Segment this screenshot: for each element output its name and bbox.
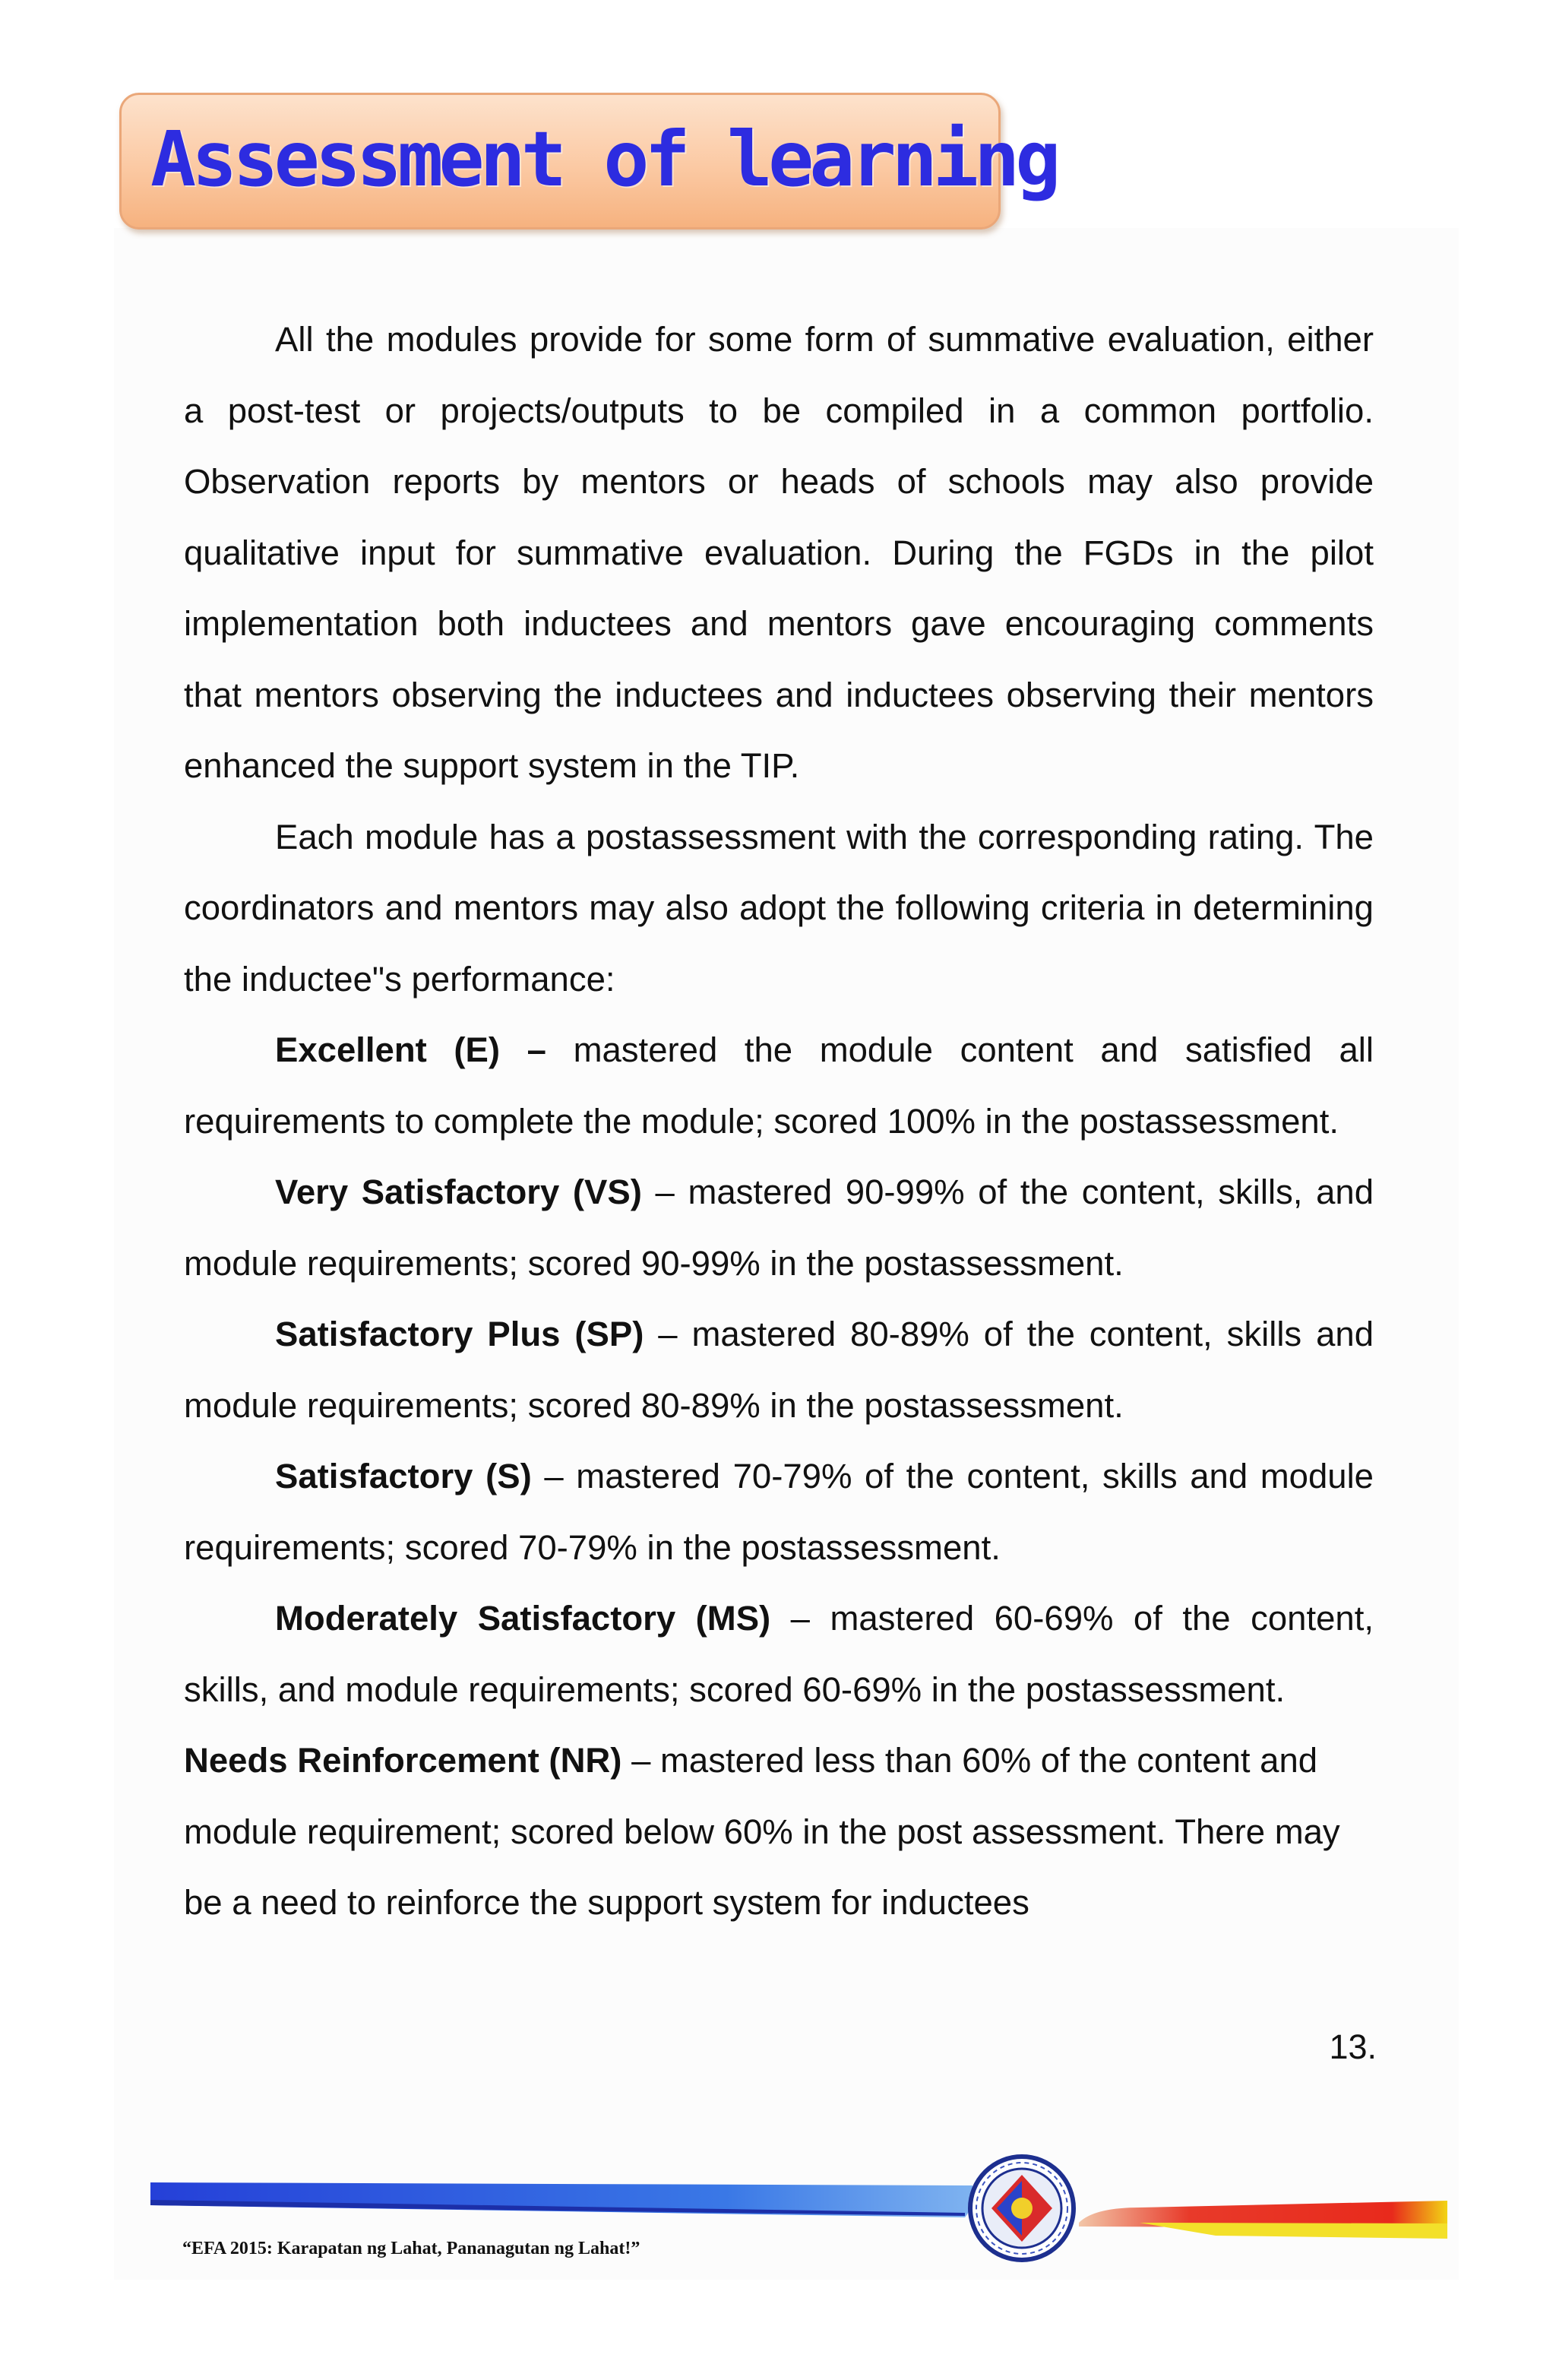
criterion-description: – mastered 90-99% of the content, skills, and module requirements; scored 90-99% in the postassessment. (184, 1173, 1374, 1283)
criterion-description: – mastered 70-79% of the content, skills and module requirements; scored 70-79% in the postassessment. (184, 1457, 1374, 1567)
paragraph-summative-evaluation: All the modules provide for some form of summative evaluation, either a post-test or projects/outputs to be compiled in a common portfolio. Observation reports by mentors or heads of schools may also provide qualitative input for summative evaluation. During the FGDs in the pilot implementation both inductees and mentors gave encouraging comments that mentors observing the inductees and inductees observing their mentors enhanced the support system in the TIP. (184, 320, 1374, 785)
criterion-term: Satisfactory (S) (275, 1457, 532, 1495)
blue-band (150, 2182, 972, 2217)
criterion-term: Moderately Satisfactory (MS) (275, 1599, 771, 1638)
criterion-term: Very Satisfactory (VS) (275, 1173, 642, 1211)
criterion-term: Excellent (E) – (275, 1030, 546, 1069)
criterion-term: Satisfactory Plus (SP) (275, 1315, 644, 1353)
paragraph-postassessment: Each module has a postassessment with the corresponding rating. The coordinators and mentors may also adopt the following criteria in determining the inductee"s performance: (184, 817, 1374, 999)
criterion-term: Needs Reinforcement (NR) (184, 1741, 622, 1780)
red-band (1079, 2201, 1447, 2239)
criterion-description: – mastered less than 60% of the content and module requirement; scored below 60% in the post assessment. There may be a need to reinforce the support system for inductees (184, 1741, 1340, 1922)
section-title: Assessment of learning (150, 115, 1057, 204)
criterion-description: – mastered 80-89% of the content, skills and module requirements; scored 80-89% in the postassessment. (184, 1315, 1374, 1425)
deped-seal-icon (970, 2157, 1074, 2260)
footer-slogan: “EFA 2015: Karapatan ng Lahat, Pananagutan ng Lahat!” (182, 2239, 640, 2258)
criterion-description: – mastered 60-69% of the content, skills, and module requirements; scored 60-69% in the postassessment. (184, 1599, 1374, 1709)
criterion-description: mastered the module content and satisfied all requirements to complete the module; scored 100% in the postassessment. (184, 1030, 1374, 1141)
page-number: 13. (1329, 2027, 1377, 2066)
